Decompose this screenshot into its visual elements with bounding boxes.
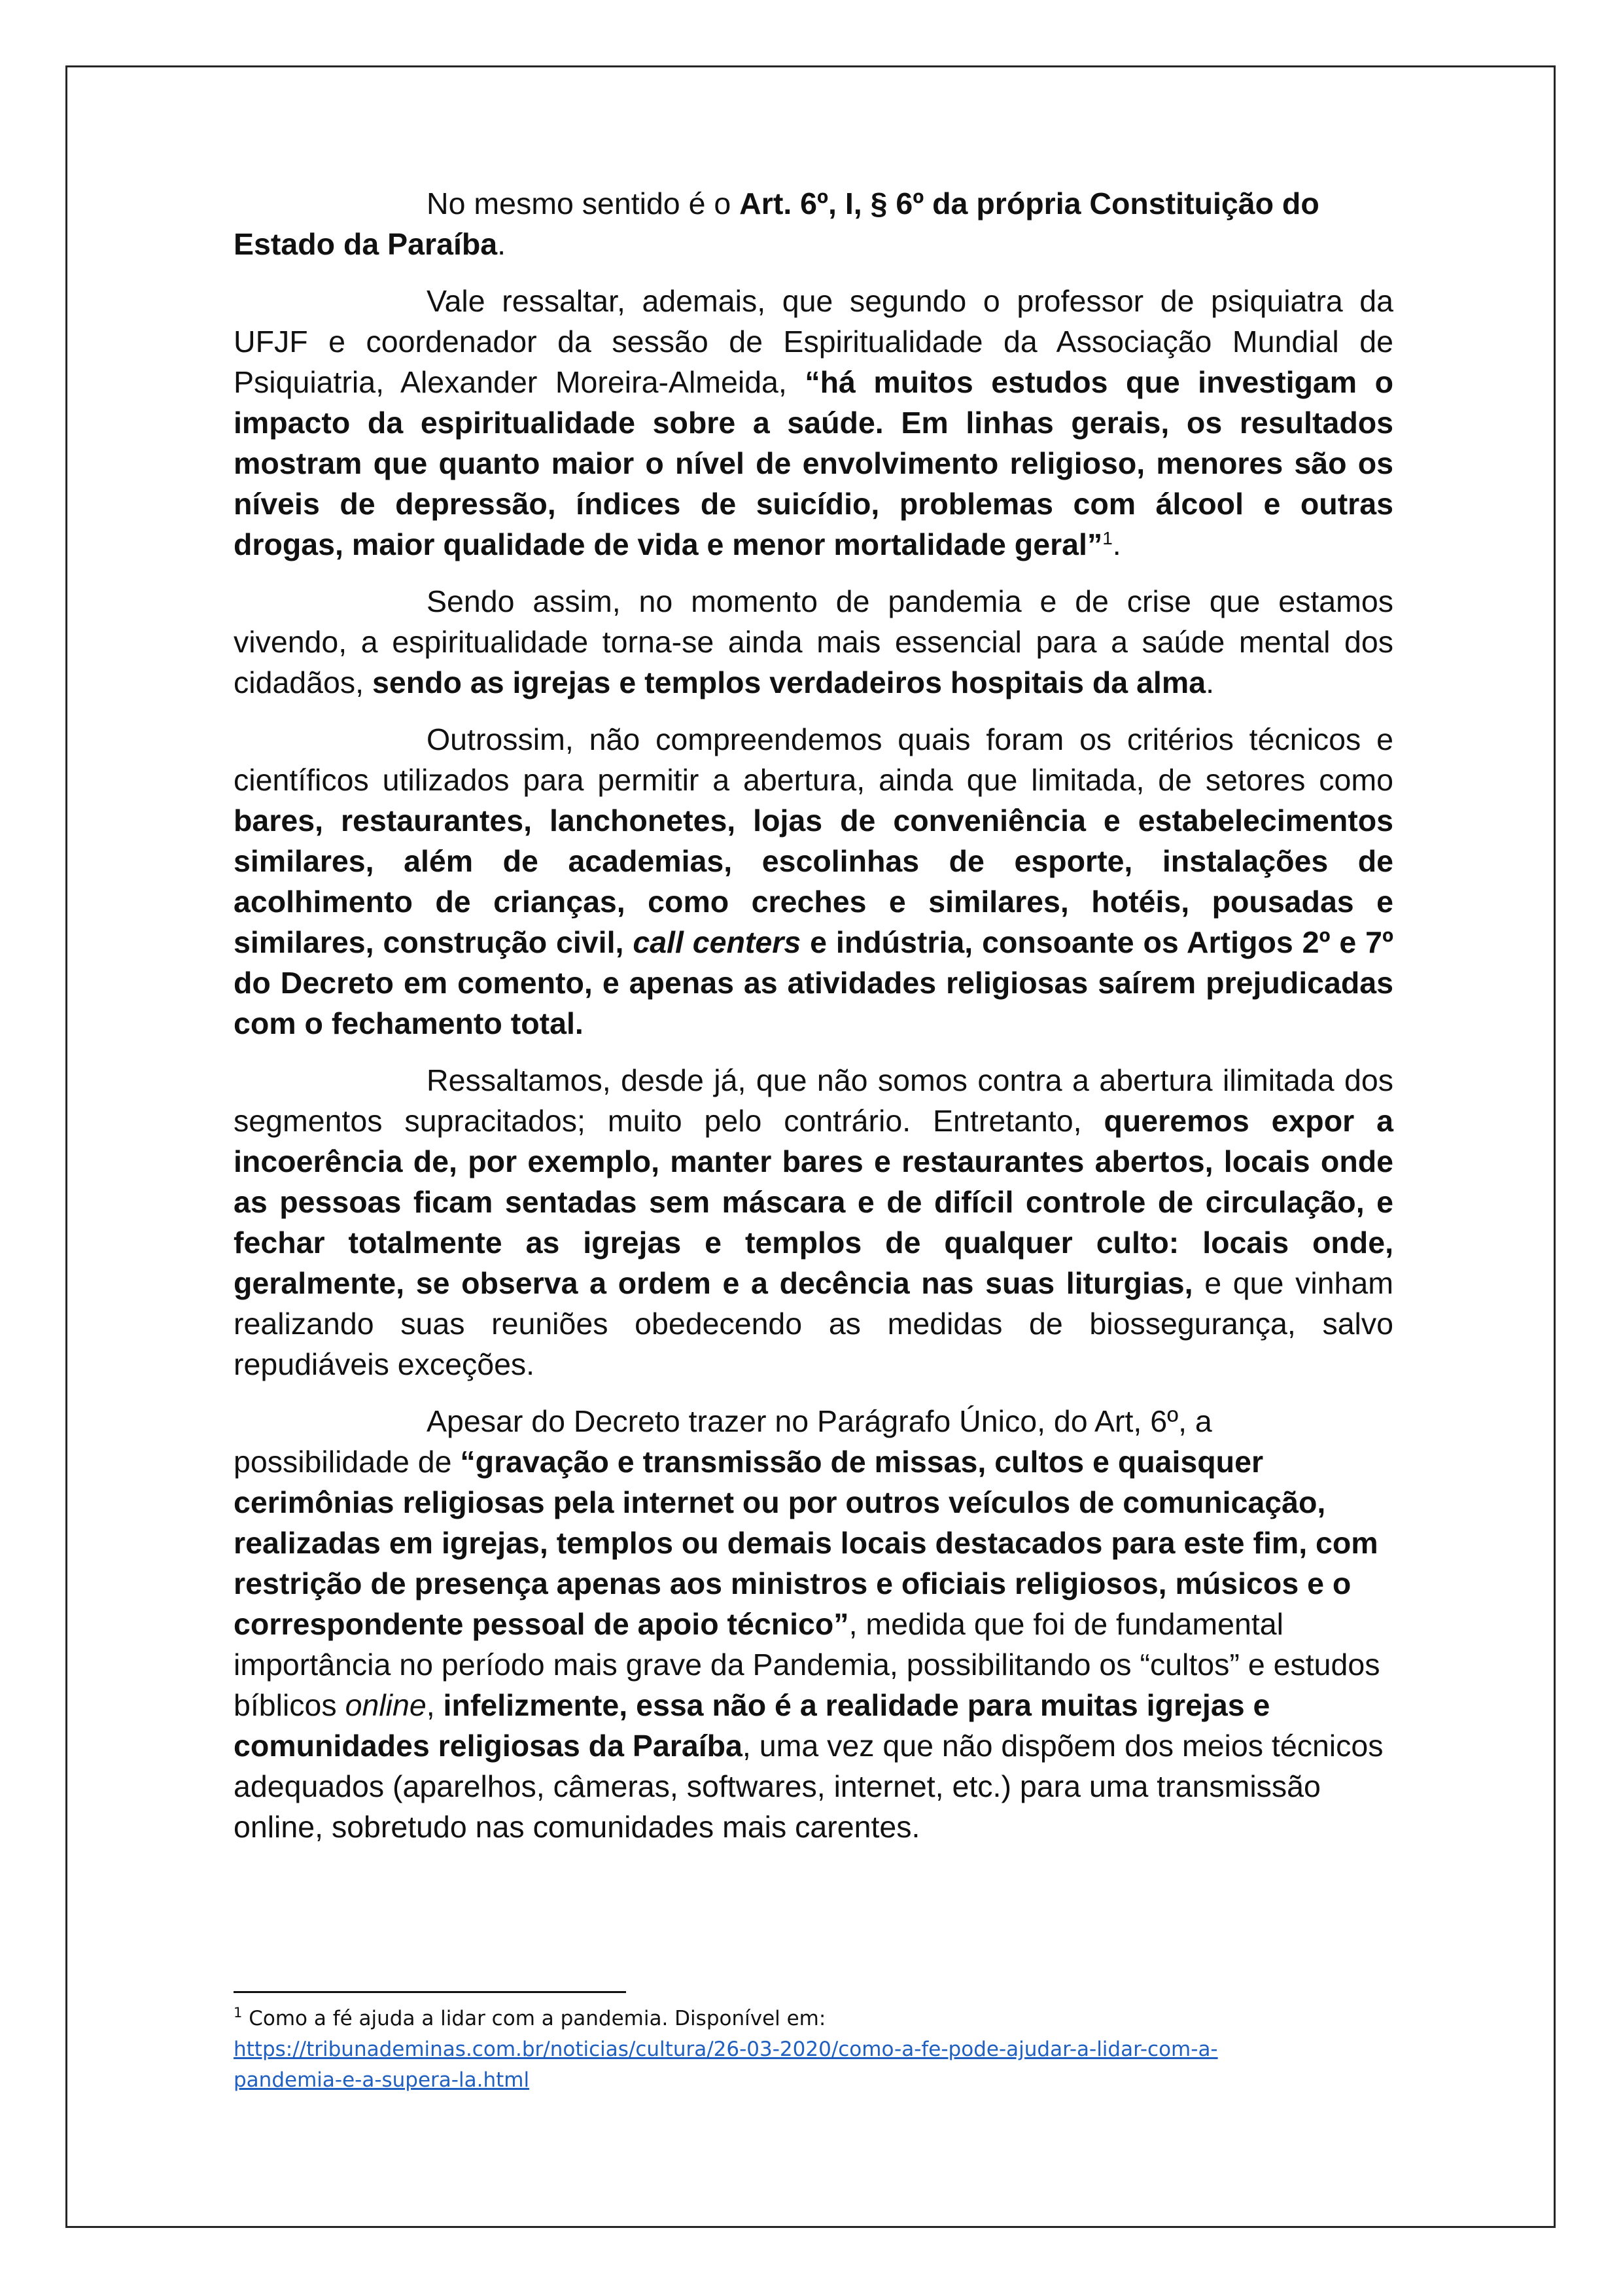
paragraph-6	[234, 1401, 1393, 1847]
paragraph-3	[234, 581, 1393, 703]
footnote-link-part2: pandemia-e-a-supera-la.html	[234, 2068, 530, 2092]
paragraph-1	[234, 183, 1393, 264]
text-run: Ressaltamos, desde já, que não somos contra a abertura ilimitada dos segmentos supracitados; muito pelo contrário. Entretanto,	[234, 1063, 1393, 1138]
footnote-link[interactable]	[234, 2038, 1218, 2092]
text-run: e que vinham realizando suas reuniões obedecendo as medidas de biossegurança, salvo repudiáveis exceções.	[234, 1266, 1393, 1381]
text-run: , medida que foi de fundamental importância no período mais grave da Pandemia, possibilitando os “cultos” e estudos bíblicos	[234, 1607, 1380, 1722]
document-body	[234, 183, 1393, 1863]
text-run: Apesar do Decreto trazer no Parágrafo Único, do Art, 6º, a possibilidade de	[234, 1404, 1212, 1479]
text-run: .	[1206, 665, 1214, 699]
bold-text: e indústria, consoante os Artigos 2º e 7º do Decreto em comento, e apenas as atividades religiosas saírem prejudicadas com o fechamento total.	[234, 925, 1393, 1040]
bold-text: queremos expor a incoerência de, por exemplo, manter bares e restaurantes abertos, locais onde as pessoas ficam sentadas sem máscara e de difícil controle de circulação, e fechar totalmente as igrejas e templos de qualquer culto: locais onde, geralmente, se observa a ordem e a decência nas suas liturgias,	[234, 1104, 1393, 1300]
footnote-line	[234, 2004, 1393, 2034]
bold-text: Art. 6º, I, § 6º da própria Constituição do Estado da Paraíba	[234, 186, 1319, 261]
footnote-number: 1	[234, 2005, 243, 2021]
text-run: ,	[426, 1688, 444, 1722]
text-run: .	[497, 227, 506, 261]
text-run: .	[1112, 527, 1121, 561]
text-run: No mesmo sentido é o	[427, 186, 740, 221]
text-run: Sendo assim, no momento de pandemia e de crise que estamos vivendo, a espiritualidade torna-se ainda mais essencial para a saúde mental dos cidadãos,	[234, 584, 1393, 699]
bold-text: “há muitos estudos que investigam o impacto da espiritualidade sobre a saúde. Em linhas gerais, os resultados mostram que quanto maior o nível de envolvimento religioso, menores são os níveis de depressão, índices de suicídio, problemas com álcool e outras drogas, maior qualidade de vida e menor mortalidade geral”	[234, 365, 1394, 561]
bold-text: “gravação e transmissão de missas, cultos e quaisquer cerimônias religiosas pela internet ou por outros veículos de comunicação, realizadas em igrejas, templos ou demais locais destacados para este fim, com restrição de presença apenas aos ministros e oficiais religiosos, músicos e o correspondente pessoal de apoio técnico”	[234, 1445, 1378, 1641]
italic-text: call centers	[633, 925, 801, 959]
footnote-separator	[234, 1991, 626, 1993]
bold-text: sendo as igrejas e templos verdadeiros hospitais da alma	[372, 665, 1206, 699]
paragraph-2	[234, 281, 1393, 565]
paragraph-5	[234, 1060, 1393, 1385]
footnote-reference: 1	[1102, 528, 1113, 548]
italic-text: online	[345, 1688, 427, 1722]
text-run: Outrossim, não compreendemos quais foram os critérios técnicos e científicos utilizados para permitir a abertura, ainda que limitada, de setores como	[234, 722, 1393, 797]
footnote-link-part1: https://tribunademinas.com.br/noticias/cultura/26-03-2020/como-a-fe-pode-ajudar-a-lidar-com-a-	[234, 2038, 1218, 2061]
bold-text: infelizmente, essa não é a realidade para muitas igrejas e comunidades religiosas da Paraíba	[234, 1688, 1270, 1763]
footnote	[234, 2004, 1393, 2096]
bold-italic-text	[633, 925, 801, 959]
text-run: , uma vez que não dispõem dos meios técnicos adequados (aparelhos, câmeras, softwares, internet, etc.) para uma transmissão online, sobretudo nas comunidades mais carentes.	[234, 1729, 1384, 1844]
paragraph-4	[234, 719, 1393, 1044]
text-run: Vale ressaltar, ademais, que segundo o professor de psiquiatra da UFJF e coordenador da sessão de Espiritualidade da Associação Mundial de Psiquiatria, Alexander Moreira-Almeida,	[234, 284, 1393, 399]
footnote-text: Como a fé ajuda a lidar com a pandemia. Disponível em:	[242, 2007, 826, 2030]
bold-text: bares, restaurantes, lanchonetes, lojas de conveniência e estabelecimentos similares, além de academias, escolinhas de esporte, instalações de acolhimento de crianças, como creches e similares, hotéis, pousadas e similares, construção civil,	[234, 804, 1393, 959]
